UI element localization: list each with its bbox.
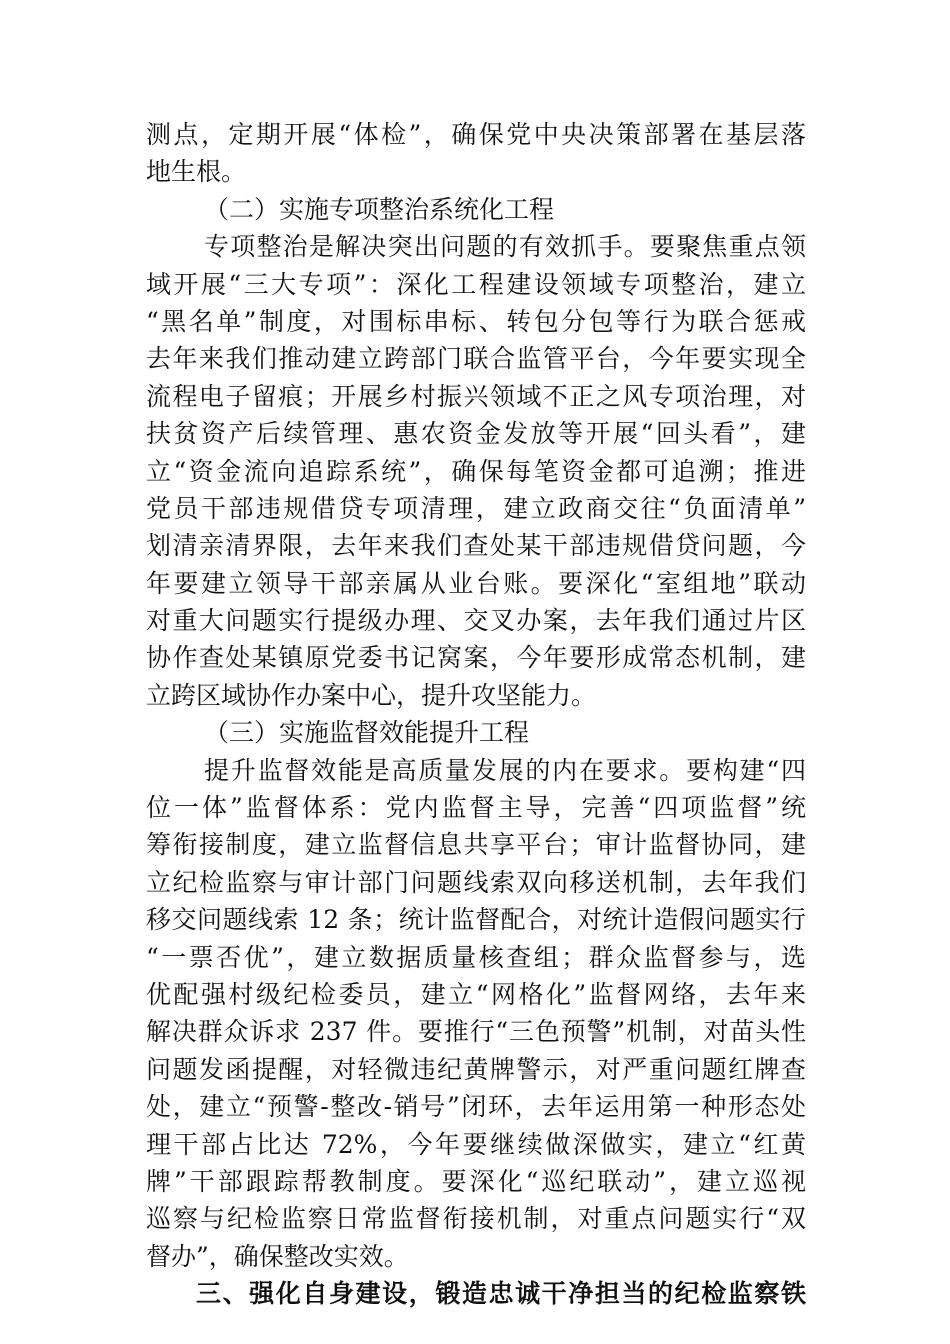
paragraph-line: 年要建立领导干部亲属从业台账。要深化“室组地”联动 bbox=[146, 568, 806, 598]
paragraph-line: 位一体”监督体系：党内监督主导，完善“四项监督”统 bbox=[146, 793, 806, 823]
paragraph-line: “一票否优”，建立数据质量核查组；群众监督参与，选 bbox=[146, 942, 806, 972]
paragraph-line: 专项整治是解决突出问题的有效抓手。要聚焦重点领 bbox=[204, 232, 806, 262]
paragraph-line: 去年来我们推动建立跨部门联合监管平台，今年要实现全 bbox=[146, 344, 806, 374]
paragraph-line: 测点，定期开展“体检”，确保党中央决策部署在基层落 bbox=[146, 120, 806, 149]
paragraph-line: 协作查处某镇原党委书记窝案，今年要形成常态机制，建 bbox=[146, 643, 806, 673]
subheading-3: （三）实施监督效能提升工程 bbox=[204, 718, 530, 748]
subheading-2: （二）实施专项整治系统化工程 bbox=[204, 194, 555, 224]
paragraph-line: 理干部占比达 72%，今年要继续做深做实，建立“红黄 bbox=[146, 1129, 806, 1159]
paragraph-line: 扶贫资产后续管理、惠农资金发放等开展“回头看”，建 bbox=[146, 419, 806, 449]
paragraph-line: 对重大问题实行提级办理、交叉办案，去年我们通过片区 bbox=[146, 606, 806, 636]
paragraph-line: 督办”，确保整改实效。 bbox=[146, 1241, 409, 1271]
paragraph-line: 提升监督效能是高质量发展的内在要求。要构建“四 bbox=[204, 755, 806, 785]
paragraph-line: 牌”干部跟踪帮教制度。要深化“巡纪联动”，建立巡视 bbox=[146, 1166, 806, 1196]
paragraph-line: 移交问题线索 12 条；统计监督配合，对统计造假问题实行 bbox=[146, 905, 806, 935]
paragraph-line: 划清亲清界限，去年来我们查处某干部违规借贷问题，今 bbox=[146, 531, 806, 561]
section-heading: 三、强化自身建设，锻造忠诚干净担当的纪检监察铁 bbox=[196, 1279, 806, 1309]
paragraph-line: 域开展“三大专项”：深化工程建设领域专项整治，建立 bbox=[146, 269, 806, 299]
paragraph-line: 处，建立“预警-整改-销号”闭环，去年运用第一种形态处 bbox=[146, 1092, 806, 1122]
paragraph-line: 优配强村级纪检委员，建立“网格化”监督网络，去年来 bbox=[146, 979, 806, 1009]
paragraph-line: 立纪检监察与审计部门问题线索双向移送机制，去年我们 bbox=[146, 867, 806, 897]
paragraph-line: 立“资金流向追踪系统”，确保每笔资金都可追溯；推进 bbox=[146, 456, 806, 486]
paragraph-line: 解决群众诉求 237 件。要推行“三色预警”机制，对苗头性 bbox=[146, 1017, 806, 1047]
document-page bbox=[146, 116, 806, 1313]
paragraph-line: 党员干部违规借贷专项清理，建立政商交往“负面清单” bbox=[146, 493, 806, 523]
paragraph-line: 筹衔接制度，建立监督信息共享平台；审计监督协同，建 bbox=[146, 830, 806, 860]
paragraph-line: 问题发函提醒，对轻微违纪黄牌警示，对严重问题红牌查 bbox=[146, 1054, 806, 1084]
paragraph-line: 立跨区域协作办案中心，提升攻坚能力。 bbox=[146, 680, 597, 710]
paragraph-line: “黑名单”制度，对围标串标、转包分包等行为联合惩戒 bbox=[146, 306, 806, 336]
paragraph-line: 地生根。 bbox=[146, 157, 247, 187]
paragraph-line: 巡察与纪检监察日常监督衔接机制，对重点问题实行“双 bbox=[146, 1204, 806, 1234]
paragraph-line: 流程电子留痕；开展乡村振兴领域不正之风专项治理，对 bbox=[146, 381, 806, 411]
